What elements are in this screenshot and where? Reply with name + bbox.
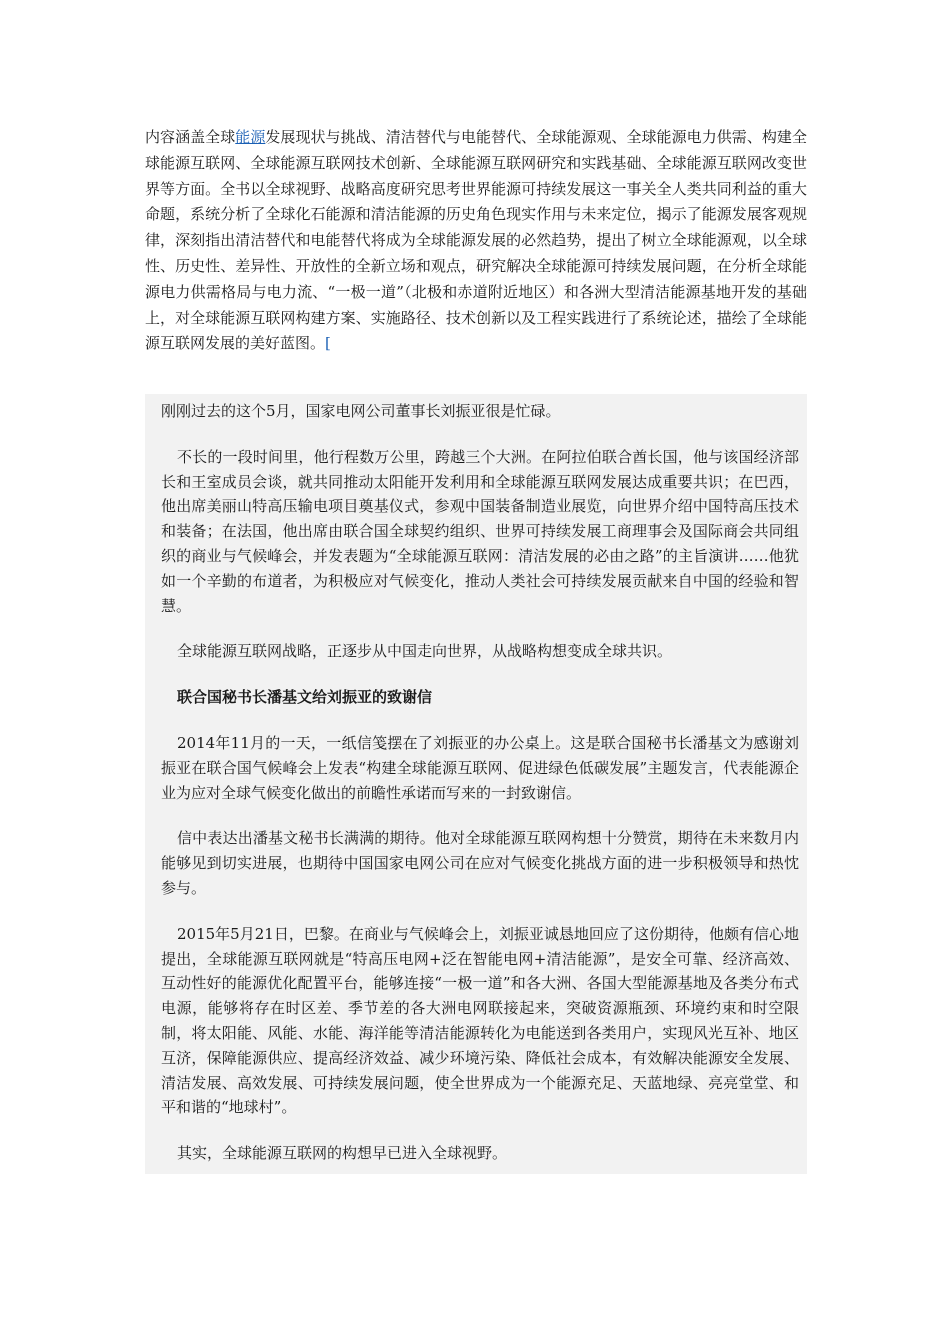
article-subheading: 联合国秘书长潘基文给刘振亚的致谢信 bbox=[177, 688, 433, 707]
article-paragraph-7: 其实，全球能源互联网的构想早已进入全球视野。 bbox=[177, 1144, 508, 1163]
article-paragraph-3: 全球能源互联网战略，正逐步从中国走向世界，从战略构想变成全球共识。 bbox=[177, 642, 673, 661]
article-paragraph-5: 信中表达出潘基文秘书长满满的期待。他对全球能源互联网构想十分赞赏，期待在未来数月内能够见到切实进展，也期待中国国家电网公司在应对气候变化挑战方面的进一步积极领导和热忱参与。 bbox=[161, 829, 799, 897]
energy-link[interactable]: 能源 bbox=[235, 128, 266, 146]
article-paragraph-1: 刚刚过去的这个5月，国家电网公司董事长刘振亚很是忙碌。 bbox=[161, 402, 561, 420]
intro-paragraph bbox=[145, 125, 807, 357]
article-paragraph-4: 2014年11月的一天，一纸信笺摆在了刘振亚的办公桌上。这是联合国秘书长潘基文为感谢刘振亚在联合国气候峰会上发表“构建全球能源互联网、促进绿色低碳发展”主题发言，代表能源企业为应对全球气候变化做出的前瞻性承诺而写来的一封致谢信。 bbox=[161, 733, 799, 802]
intro-text-rest: 发展现状与挑战、清洁替代与电能替代、全球能源观、全球能源电力供需、构建全球能源互联网、全球能源互联网技术创新、全球能源互联网研究和实践基础、全球能源互联网改变世界等方面。全书以全球视野、战略高度研究思考世界能源可持续发展这一事关全人类共同利益的重大命题，系统分析了全球化石能源和清洁能源的历史角色现实作用与未来定位，揭示了能源发展客观规律，深刻指出清洁替代和电能替代将成为全球能源发展的必然趋势，提出了树立全球能源观，以全球性、历史性、差异性、开放性的全新立场和观点，研究解决全球能源可持续发展问题，在分析全球能源电力供需格局与电力流、“一极一道”（北极和赤道附近地区）和各洲大型清洁能源基地开发的基础上，对全球能源互联网构建方案、实施路径、技术创新以及工程实践进行了系统论述，描绘了全球能源互联网发展的美好蓝图。 bbox=[145, 128, 807, 353]
article-body bbox=[145, 394, 807, 1174]
article-paragraph-2: 不长的一段时间里，他行程数万公里，跨越三个大洲。在阿拉伯联合酋长国，他与该国经济部长和王室成员会谈，就共同推动太阳能开发利用和全球能源互联网发展达成重要共识；在巴西，他出席美丽山特高压输电项目奠基仪式，参观中国装备制造业展览，向世界介绍中国特高压技术和装备；在法国，他出席由联合国全球契约组织、世界可持续发展工商理事会及国际商会共同组织的商业与气候峰会，并发表题为“全球能源互联网：清洁发展的必由之路”的主旨演讲……他犹如一个辛勤的布道者，为积极应对气候变化，推动人类社会可持续发展贡献来自中国的经验和智慧。 bbox=[161, 447, 799, 615]
intro-text-start: 内容涵盖全球 bbox=[145, 128, 236, 146]
trailing-link[interactable]: [ bbox=[325, 334, 331, 353]
article-paragraph-6: 2015年5月21日，巴黎。在商业与气候峰会上，刘振亚诚恳地回应了这份期待，他颇有信心地提出，全球能源互联网就是“特高压电网+泛在智能电网+清洁能源”，是安全可靠、经济高效、互动性好的能源优化配置平台，能够连接“一极一道”和各大洲、各国大型能源基地及各类分布式电源，能够将存在时区差、季节差的各大洲电网联接起来，突破资源瓶颈、环境约束和时空限制，将太阳能、风能、水能、海洋能等清洁能源转化为电能送到各类用户，实现风光互补、地区互济，保障能源供应、提高经济效益、减少环境污染、降低社会成本，有效解决能源安全发展、清洁发展、高效发展、可持续发展问题，使全世界成为一个能源充足、天蓝地绿、亮亮堂堂、和平和谐的“地球村”。 bbox=[161, 924, 799, 1117]
